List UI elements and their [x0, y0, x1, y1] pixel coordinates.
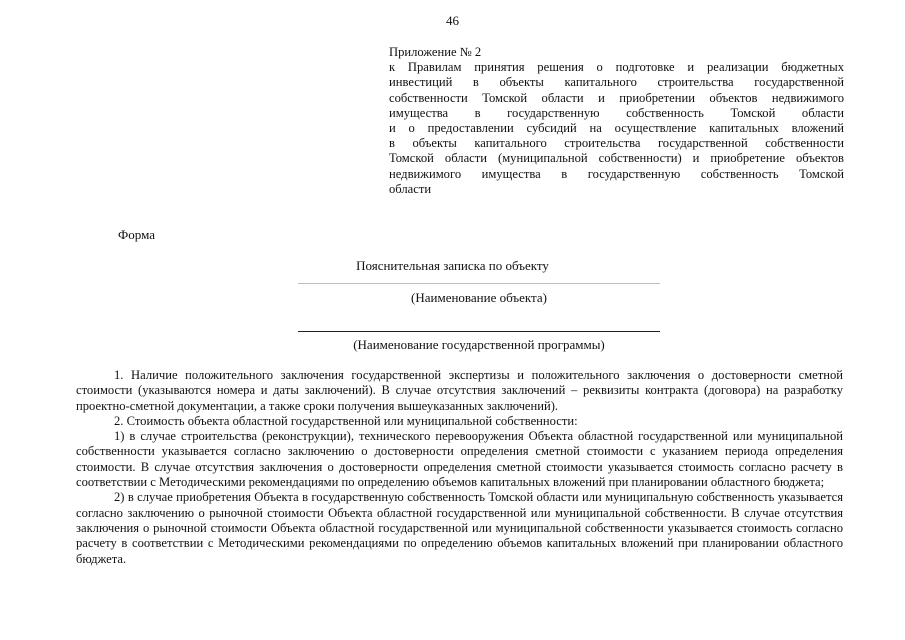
appendix-line: в объекты капитального строительства государственной собственности [389, 136, 844, 151]
form-label: Форма [118, 227, 155, 242]
appendix-title: Приложение № 2 [389, 45, 482, 59]
appendix-line: Томской области (муниципальной собственности) и приобретение объектов [389, 151, 844, 166]
paragraph: 2) в случае приобретения Объекта в государственную собственность Томской области или муниципальную собственность указывается согласно заключению о рыночной стоимости Объекта областной государственной или муниципальной собственности. В случае отсутствия заключения о рыночной стоимости Объекта областной государственной или муниципальной собственности указывается стоимость согласно расчету в соответствии с Методическими рекомендациями по определению объемов капитальных вложений при планировании областного бюджета. [76, 490, 843, 566]
program-name-caption: (Наименование государственной программы) [353, 337, 605, 352]
note-title: Пояснительная записка по объекту [356, 258, 549, 273]
appendix-text [389, 60, 844, 197]
appendix-line: и о предоставлении субсидий на осуществление капитальных вложений [389, 121, 844, 136]
paragraph: 1) в случае строительства (реконструкции), технического перевооружения Объекта областной государственной или муниципальной собственности указывается согласно заключению о достоверности определения сметной стоимости с указанием периода определения стоимости. В случае отсутствия заключения о достоверности определения сметной стоимости указывается стоимость согласно расчету в соответствии с Методическими рекомендациями по определению объемов капитальных вложений при планировании областного бюджета; [76, 429, 843, 490]
object-name-caption: (Наименование объекта) [411, 290, 547, 305]
appendix-line: области [389, 181, 432, 196]
program-name-line [298, 331, 660, 332]
appendix-line: собственности Томской области и приобретении объектов недвижимого [389, 90, 844, 105]
appendix-line: имущества в государственную собственность Томской области [389, 105, 844, 120]
paragraph: 1. Наличие положительного заключения государственной экспертизы и положительного заключения о достоверности сметной стоимости (указываются номера и даты заключений). В случае отсутствия заключений – реквизиты контракта (договора) на разработку проектно-сметной документации, а также сроки получения вышеуказанных заключений). [76, 368, 843, 413]
appendix-line: инвестиций в объекты капитального строительства государственной [389, 75, 844, 90]
page-number: 46 [446, 13, 459, 28]
object-name-line [298, 283, 660, 284]
appendix-line: недвижимого имущества в государственную собственность Томской [389, 166, 844, 181]
body-text [76, 368, 843, 567]
appendix-line: к Правилам принятия решения о подготовке и реализации бюджетных [389, 60, 844, 75]
appendix-block [389, 45, 844, 197]
paragraph: 2. Стоимость объекта областной государственной или муниципальной собственности: [114, 413, 578, 428]
